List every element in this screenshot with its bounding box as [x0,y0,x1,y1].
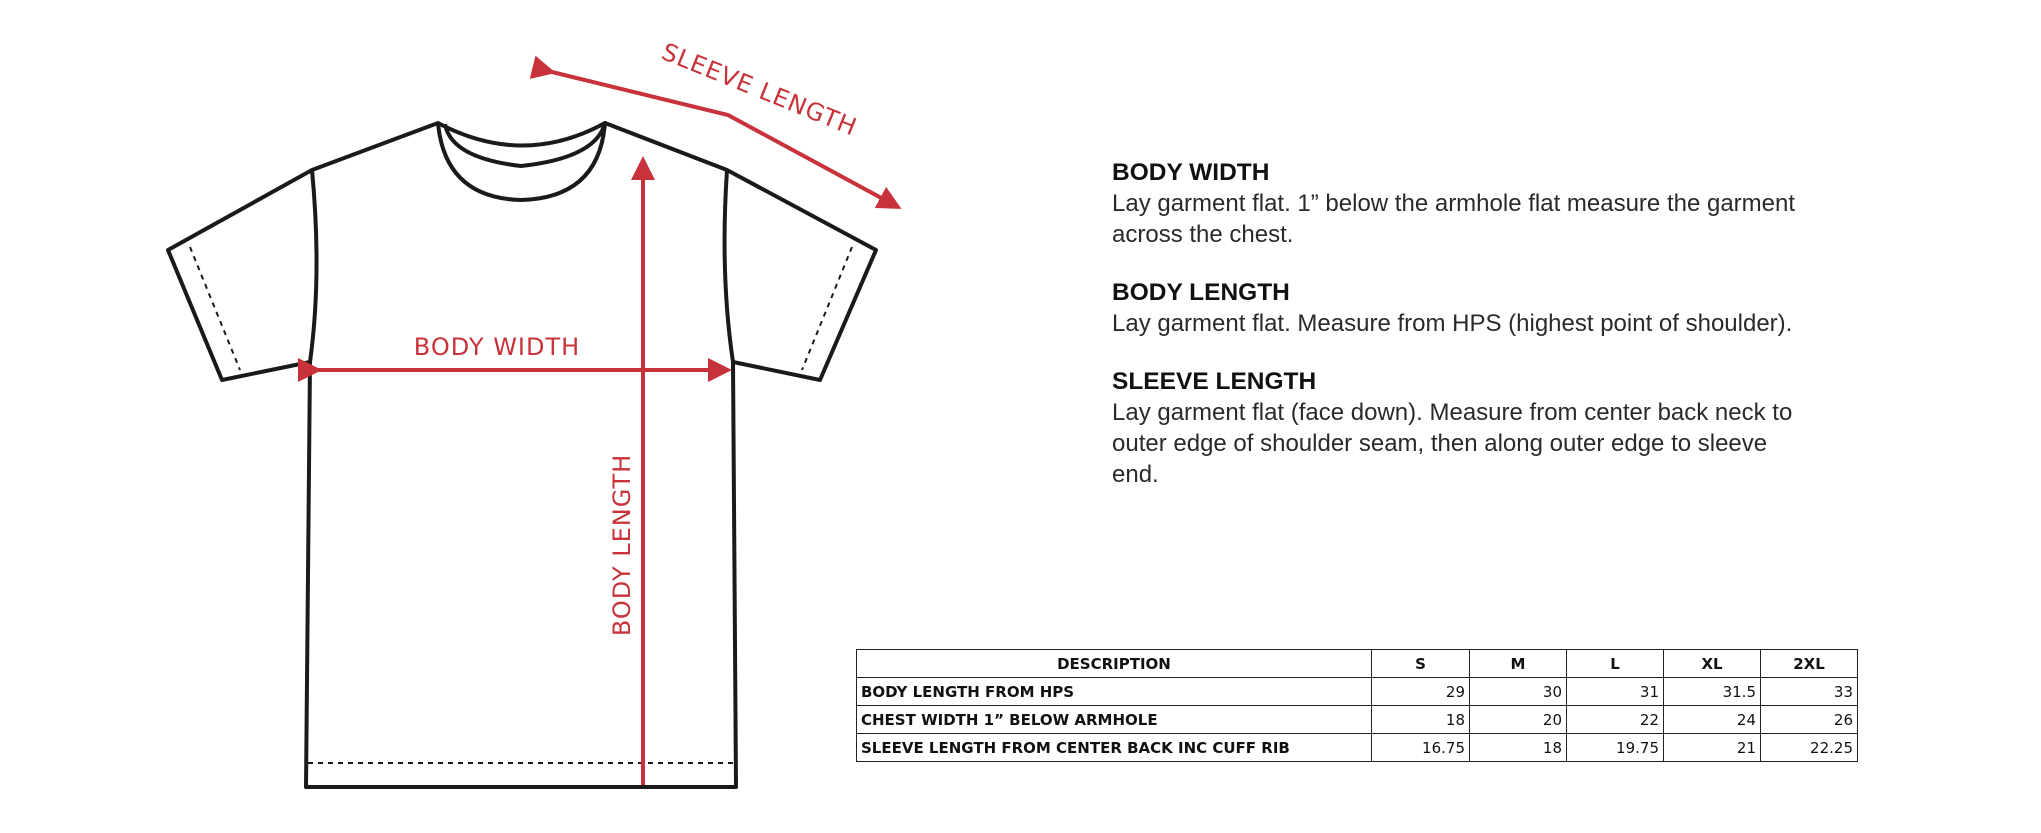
row-description: CHEST WIDTH 1” BELOW ARMHOLE [857,706,1372,734]
cell-value: 20 [1470,706,1567,734]
cell-value: 30 [1470,678,1567,706]
description-heading: SLEEVE LENGTH [1112,368,1317,395]
description-text: Lay garment flat. Measure from HPS (highest point of shoulder). [1112,310,1793,337]
cell-value: 19.75 [1567,734,1664,762]
header-size-m: M [1470,650,1567,678]
cell-value: 21 [1664,734,1761,762]
description-heading: BODY WIDTH [1112,159,1270,186]
body-width-label: BODY WIDTH [413,333,581,361]
tshirt-outline [168,123,876,787]
cell-value: 31 [1567,678,1664,706]
sleeve-length-label: SLEEVE LENGTH [657,37,862,142]
cell-value: 22 [1567,706,1664,734]
description-text: Lay garment flat. 1” below the armhole flat measure the garment across the chest. [1112,190,1796,248]
table-header-row [857,650,1858,678]
right-armhole-seam [725,170,733,362]
cell-value: 16.75 [1372,734,1470,762]
tshirt-diagram [0,0,1000,833]
row-description: SLEEVE LENGTH FROM CENTER BACK INC CUFF RIB [857,734,1372,762]
cell-value: 18 [1470,734,1567,762]
header-size-l: L [1567,650,1664,678]
cell-value: 33 [1761,678,1858,706]
cell-value: 26 [1761,706,1858,734]
cell-value: 22.25 [1761,734,1858,762]
description-body-width [1112,158,1812,250]
right-sleeve-hem-stitch [802,247,852,370]
header-size-s: S [1372,650,1470,678]
description-sleeve-length [1112,367,1812,490]
left-sleeve-hem-stitch [190,247,240,370]
description-text: Lay garment flat (face down). Measure from center back neck to outer edge of shoulder seam, then along outer edge to sleeve end. [1112,399,1793,488]
left-armhole-seam [310,170,317,362]
description-heading: BODY LENGTH [1112,279,1290,306]
table-row [857,706,1858,734]
stitch-lines [190,247,852,763]
header-size-2xl: 2XL [1761,650,1858,678]
size-chart-table [856,649,1858,762]
header-description: DESCRIPTION [857,650,1372,678]
cell-value: 31.5 [1664,678,1761,706]
header-size-xl: XL [1664,650,1761,678]
measurement-arrows [318,72,898,785]
body-length-label: BODY LENGTH [608,453,636,637]
table-row [857,678,1858,706]
table-row [857,734,1858,762]
cell-value: 29 [1372,678,1470,706]
cell-value: 24 [1664,706,1761,734]
row-description: BODY LENGTH FROM HPS [857,678,1372,706]
cell-value: 18 [1372,706,1470,734]
measurement-descriptions [1112,158,1812,518]
description-body-length [1112,278,1812,339]
